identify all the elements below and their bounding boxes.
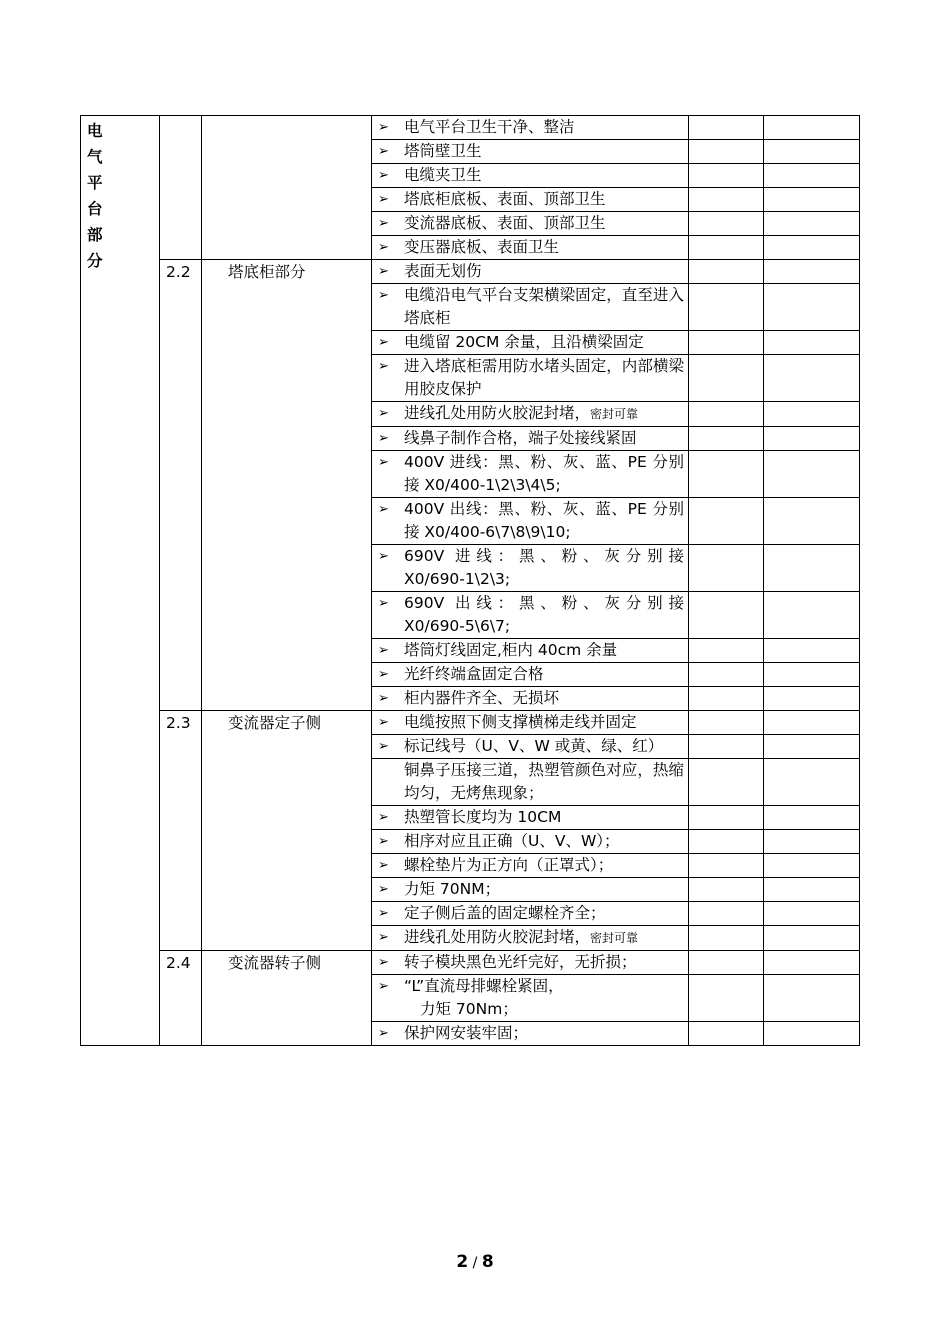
arrow-bullet-icon: ➢ <box>378 906 389 921</box>
item-text: 电气平台卫生干净、整洁 <box>404 118 575 136</box>
arrow-bullet-icon: ➢ <box>378 455 389 470</box>
check-item-text <box>404 1022 684 1045</box>
group-name: 变流器定子侧 <box>202 711 372 951</box>
result-cell[interactable] <box>689 451 764 498</box>
item-text-small: 密封可靠 <box>590 931 639 945</box>
arrow-bullet-icon: ➢ <box>378 192 389 207</box>
arrow-bullet-icon: ➢ <box>378 955 389 970</box>
group-name: 变流器转子侧 <box>202 951 372 1046</box>
check-item <box>372 830 689 854</box>
remark-cell[interactable] <box>764 140 860 164</box>
remark-cell[interactable] <box>764 188 860 212</box>
check-item-text <box>404 116 684 139</box>
arrow-bullet-icon: ➢ <box>378 1026 389 1041</box>
result-cell[interactable] <box>689 427 764 451</box>
result-cell[interactable] <box>689 951 764 975</box>
check-item-text <box>404 830 684 853</box>
remark-cell[interactable] <box>764 806 860 830</box>
result-cell[interactable] <box>689 212 764 236</box>
result-cell[interactable] <box>689 331 764 355</box>
remark-cell[interactable] <box>764 975 860 1022</box>
item-text: 400V 进线：黑、粉、灰、蓝、PE 分别接 X0/400-1\2\3\4\5; <box>404 453 684 494</box>
check-item-text <box>404 545 684 591</box>
table-row <box>81 711 860 735</box>
item-text: 标记线号（U、V、W 或黄、绿、红） <box>404 737 664 755</box>
check-item-text <box>404 951 684 974</box>
check-item <box>372 902 689 926</box>
result-cell[interactable] <box>689 639 764 663</box>
result-cell[interactable] <box>689 188 764 212</box>
page-current: 2 <box>456 1252 469 1272</box>
remark-cell[interactable] <box>764 830 860 854</box>
result-cell[interactable] <box>689 854 764 878</box>
check-item-text <box>404 284 684 330</box>
check-item <box>372 926 689 951</box>
arrow-bullet-icon: ➢ <box>378 120 389 135</box>
group-number: 2.4 <box>160 951 202 1046</box>
arrow-bullet-icon: ➢ <box>378 643 389 658</box>
remark-cell[interactable] <box>764 592 860 639</box>
check-item-text <box>404 663 684 686</box>
check-item <box>372 639 689 663</box>
result-cell[interactable] <box>689 355 764 402</box>
table-row <box>81 260 860 284</box>
remark-cell[interactable] <box>764 926 860 951</box>
check-item <box>372 284 689 331</box>
check-item-text <box>404 188 684 211</box>
result-cell[interactable] <box>689 402 764 427</box>
arrow-bullet-icon: ➢ <box>378 882 389 897</box>
result-cell[interactable] <box>689 830 764 854</box>
check-item <box>372 854 689 878</box>
arrow-bullet-icon: ➢ <box>378 739 389 754</box>
check-item <box>372 759 689 806</box>
checklist-body <box>81 116 860 1046</box>
item-text: 进线孔处用防火胶泥封堵， <box>404 928 591 946</box>
item-text: 力矩 70NM； <box>404 880 501 898</box>
result-cell[interactable] <box>689 236 764 260</box>
item-text: 转子模块黑色光纤完好，无折损； <box>404 953 637 971</box>
item-text: 690V 出线：黑、粉、灰分别接 X0/690-5\6\7; <box>404 594 684 635</box>
arrow-bullet-icon: ➢ <box>378 288 389 303</box>
item-text: 塔筒壁卫生 <box>404 142 482 160</box>
check-item <box>372 427 689 451</box>
check-item-text <box>404 687 684 710</box>
item-text: 进线孔处用防火胶泥封堵， <box>404 404 591 422</box>
item-text: 塔筒灯线固定,柜内 40cm 余量 <box>404 641 618 659</box>
remark-cell[interactable] <box>764 164 860 188</box>
result-cell[interactable] <box>689 498 764 545</box>
check-item <box>372 331 689 355</box>
check-item <box>372 164 689 188</box>
check-item-text <box>404 735 684 758</box>
remark-cell[interactable] <box>764 951 860 975</box>
check-item <box>372 355 689 402</box>
item-text: 塔底柜底板、表面、顶部卫生 <box>404 190 606 208</box>
item-text: 电缆夹卫生 <box>404 166 482 184</box>
item-text: 690V 进线：黑、粉、灰分别接 X0/690-1\2\3; <box>404 547 684 588</box>
item-text: 线鼻子制作合格，端子处接线紧固 <box>404 429 637 447</box>
remark-cell[interactable] <box>764 116 860 140</box>
arrow-bullet-icon: ➢ <box>378 834 389 849</box>
arrow-bullet-icon: ➢ <box>378 930 389 945</box>
check-item-text <box>404 451 684 497</box>
check-item <box>372 687 689 711</box>
item-text: 变流器底板、表面、顶部卫生 <box>404 214 606 232</box>
result-cell[interactable] <box>689 164 764 188</box>
result-cell[interactable] <box>689 759 764 806</box>
arrow-bullet-icon: ➢ <box>378 168 389 183</box>
check-item <box>372 140 689 164</box>
check-item <box>372 878 689 902</box>
remark-cell[interactable] <box>764 402 860 427</box>
check-item <box>372 260 689 284</box>
result-cell[interactable] <box>689 284 764 331</box>
result-cell[interactable] <box>689 902 764 926</box>
result-cell[interactable] <box>689 975 764 1022</box>
check-item-text <box>404 926 684 950</box>
arrow-bullet-icon: ➢ <box>378 596 389 611</box>
check-item <box>372 451 689 498</box>
item-text-small: 密封可靠 <box>590 407 639 421</box>
check-item <box>372 116 689 140</box>
table-row <box>81 116 860 140</box>
check-item-text <box>404 806 684 829</box>
check-item <box>372 951 689 975</box>
item-text: 柜内器件齐全、无损坏 <box>404 689 560 707</box>
check-item-text <box>404 402 684 426</box>
check-item <box>372 735 689 759</box>
result-cell[interactable] <box>689 116 764 140</box>
arrow-bullet-icon: ➢ <box>378 359 389 374</box>
table-row <box>81 951 860 975</box>
check-item-text <box>404 975 684 1021</box>
item-text: 定子侧后盖的固定螺栓齐全； <box>404 904 606 922</box>
item-text: 保护网安装牢固； <box>404 1024 529 1042</box>
check-item <box>372 188 689 212</box>
item-text: 变压器底板、表面卫生 <box>404 238 560 256</box>
remark-cell[interactable] <box>764 639 860 663</box>
result-cell[interactable] <box>689 735 764 759</box>
remark-cell[interactable] <box>764 545 860 592</box>
check-item <box>372 236 689 260</box>
arrow-bullet-icon: ➢ <box>378 264 389 279</box>
group-number: 2.3 <box>160 711 202 951</box>
check-item-text <box>404 592 684 638</box>
arrow-bullet-icon: ➢ <box>378 715 389 730</box>
result-cell[interactable] <box>689 592 764 639</box>
remark-cell[interactable] <box>764 284 860 331</box>
check-item-text <box>404 331 684 354</box>
remark-cell[interactable] <box>764 355 860 402</box>
check-item-text <box>404 140 684 163</box>
arrow-bullet-icon: ➢ <box>378 667 389 682</box>
arrow-bullet-icon: ➢ <box>378 691 389 706</box>
item-text: 铜鼻子压接三道，热塑管颜色对应，热缩均匀，无烤焦现象； <box>404 761 684 802</box>
result-cell[interactable] <box>689 140 764 164</box>
check-item-text <box>404 355 684 401</box>
result-cell[interactable] <box>689 878 764 902</box>
arrow-bullet-icon: ➢ <box>378 144 389 159</box>
result-cell[interactable] <box>689 806 764 830</box>
result-cell[interactable] <box>689 663 764 687</box>
arrow-bullet-icon: ➢ <box>378 240 389 255</box>
page-total: 8 <box>481 1252 494 1272</box>
check-item-text <box>404 639 684 662</box>
check-item <box>372 975 689 1022</box>
arrow-bullet-icon: ➢ <box>378 549 389 564</box>
item-text-line2: 力矩 70Nm； <box>420 1000 518 1018</box>
group-number <box>160 116 202 260</box>
check-item <box>372 402 689 427</box>
arrow-bullet-icon: ➢ <box>378 431 389 446</box>
arrow-bullet-icon: ➢ <box>378 858 389 873</box>
remark-cell[interactable] <box>764 711 860 735</box>
group-name: 塔底柜部分 <box>202 260 372 711</box>
remark-cell[interactable] <box>764 902 860 926</box>
page-separator: / <box>468 1255 482 1271</box>
item-text: 电缆沿电气平台支架横梁固定，直至进入塔底柜 <box>404 286 684 327</box>
checklist-table <box>80 115 860 1046</box>
item-text: 进入塔底柜需用防水堵头固定，内部横梁用胶皮保护 <box>404 357 684 398</box>
item-text: 光纤终端盒固定合格 <box>404 665 544 683</box>
arrow-bullet-icon: ➢ <box>378 216 389 231</box>
check-item <box>372 663 689 687</box>
check-item <box>372 711 689 735</box>
remark-cell[interactable] <box>764 878 860 902</box>
result-cell[interactable] <box>689 926 764 951</box>
remark-cell[interactable] <box>764 236 860 260</box>
check-item <box>372 498 689 545</box>
result-cell[interactable] <box>689 260 764 284</box>
remark-cell[interactable] <box>764 663 860 687</box>
result-cell[interactable] <box>689 711 764 735</box>
arrow-bullet-icon: ➢ <box>378 406 389 421</box>
remark-cell[interactable] <box>764 260 860 284</box>
check-item-text <box>404 711 684 734</box>
check-item-text <box>404 902 684 925</box>
result-cell[interactable] <box>689 687 764 711</box>
check-item <box>372 545 689 592</box>
check-item-text <box>404 236 684 259</box>
check-item <box>372 806 689 830</box>
remark-cell[interactable] <box>764 735 860 759</box>
check-item-text <box>404 498 684 544</box>
remark-cell[interactable] <box>764 759 860 806</box>
remark-cell[interactable] <box>764 854 860 878</box>
check-item-text <box>404 854 684 877</box>
arrow-bullet-icon: ➢ <box>378 810 389 825</box>
check-item <box>372 212 689 236</box>
remark-cell[interactable] <box>764 331 860 355</box>
check-item <box>372 592 689 639</box>
remark-cell[interactable] <box>764 687 860 711</box>
item-text: 电缆留 20CM 余量，且沿横梁固定 <box>404 333 644 351</box>
page-number <box>0 1252 950 1272</box>
remark-cell[interactable] <box>764 212 860 236</box>
remark-cell[interactable] <box>764 498 860 545</box>
result-cell[interactable] <box>689 545 764 592</box>
remark-cell[interactable] <box>764 451 860 498</box>
arrow-bullet-icon: ➢ <box>378 979 389 994</box>
item-text: 热塑管长度均为 10CM <box>404 808 562 826</box>
check-item-text <box>404 212 684 235</box>
check-item-text <box>404 427 684 450</box>
item-text: 螺栓垫片为正方向（正罩式）； <box>404 856 614 874</box>
group-name <box>202 116 372 260</box>
arrow-bullet-icon: ➢ <box>378 502 389 517</box>
section-title: 电 气 平 台 部 分 <box>81 116 160 1046</box>
item-text: 电缆按照下侧支撑横梯走线并固定 <box>404 713 637 731</box>
remark-cell[interactable] <box>764 427 860 451</box>
item-text: 400V 出线：黑、粉、灰、蓝、PE 分别接 X0/400-6\7\8\9\10; <box>404 500 684 541</box>
check-item-text <box>378 759 684 805</box>
item-text: “L”直流母排螺栓紧固， <box>404 977 564 995</box>
group-number: 2.2 <box>160 260 202 711</box>
arrow-bullet-icon: ➢ <box>378 335 389 350</box>
remark-cell[interactable] <box>764 1022 860 1046</box>
check-item-text <box>404 878 684 901</box>
check-item-text <box>404 260 684 283</box>
result-cell[interactable] <box>689 1022 764 1046</box>
item-text: 相序对应且正确（U、V、W）； <box>404 832 620 850</box>
check-item <box>372 1022 689 1046</box>
check-item-text <box>404 164 684 187</box>
item-text: 表面无划伤 <box>404 262 482 280</box>
